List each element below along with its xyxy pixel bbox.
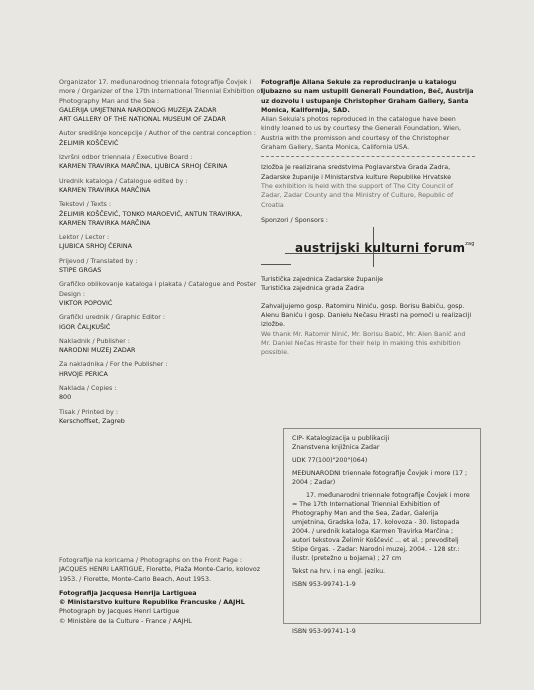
dashed-divider bbox=[261, 156, 475, 157]
support-en: The exhibition is held with the support of The City Council of Zadar, Zadar County and the Ministry of Culture, Republic of Croatia bbox=[261, 182, 454, 209]
credit-block bbox=[59, 233, 264, 252]
cover-photo-credit bbox=[59, 556, 269, 626]
credit-role-value: 800 bbox=[59, 394, 72, 402]
credit-role-value: HRVOJE PERICA bbox=[59, 370, 108, 378]
cip-record-box bbox=[283, 428, 481, 624]
credit-value: JACQUES HENRI LARTIGUE, Florette, Plaža Monte-Carlo, kolovoz 1953. / Florette, Monte-Carlo Beach, Aout 1953. bbox=[59, 566, 261, 583]
credit-role-value: ART GALLERY OF THE NATIONAL MUSEUM OF ZADAR bbox=[59, 116, 226, 124]
left-column bbox=[59, 78, 264, 431]
credit-role-value: STIPE GRGAS bbox=[59, 267, 102, 275]
credit-role-label: Grafičko oblikovanje kataloga i plakata / Catalogue and Poster Design : bbox=[59, 281, 257, 298]
cip-isbn: ISBN 953-99741-1-9 bbox=[292, 581, 356, 588]
credit-role-value: IGOR ČALJKUŠIĆ bbox=[59, 323, 111, 331]
credit-role-label: Izvršni odbor triennala / Executive Board : bbox=[59, 154, 193, 162]
credit-role-value: LJUBICA SRHOJ ĆERINA bbox=[59, 243, 132, 251]
credit-block bbox=[59, 280, 264, 308]
credit-plain-1: Photograph by Jacques Henri Lartigue bbox=[59, 608, 180, 616]
credit-label: Fotografije na koricama / Photographs on the Front Page : bbox=[59, 557, 243, 564]
credit-role-label: Tisak / Printed by : bbox=[59, 408, 118, 416]
credit-role-value: VIKTOR POPOVIĆ bbox=[59, 299, 113, 307]
credit-role-value: NARODNI MUZEJ ZADAR bbox=[59, 347, 136, 355]
credit-role-label: Naklada / Copies : bbox=[59, 385, 117, 393]
credit-role-label: Autor središnje koncepcije / Author of the central conception : bbox=[59, 130, 256, 138]
credit-bold-1: Fotografija Jacquesa Henrija Lartiguea bbox=[59, 589, 197, 597]
cip-udk: UDK 77(100)"200"(064) bbox=[292, 457, 368, 464]
credit-block bbox=[59, 408, 264, 427]
credit-role-label: Tekstovi / Texts : bbox=[59, 201, 112, 209]
sekula-en: Allan Sekula's photos reproduced in the catalogue have been kindly loaned to us by courtesy the Generali Foundation, Wien, Austria with the promisson and courtesy of the Christopher Graham Gallery, Santa Monica, California USA. bbox=[261, 116, 461, 152]
cip-lang: Tekst na hrv. i na engl. jeziku. bbox=[292, 568, 386, 575]
cip-body: 17. međunarodni triennale fotografije Čovjek i more = The 17th International Triennial Exhibition of Photography Man and the Sea, Zadar, Galerija umjetnina, Gradska loža, 17. kolovoza - 30. listopada 2004. / urednik kataloga Karmen Travirka Marčina ; autori tekstova Želimir Koščević ... et al. ; prevoditelj Stipe Grgas. - Zadar: Narodni muzej, 2004. - 128 str.: ilustr. (pretežno u bojama) ; 27 cm bbox=[292, 492, 470, 562]
credit-role-label: Za nakladnika / For the Publisher : bbox=[59, 361, 168, 369]
credit-block bbox=[59, 153, 264, 172]
credit-block bbox=[59, 337, 264, 356]
credit-block bbox=[59, 129, 264, 148]
credit-role-label: Prijevod / Translated by : bbox=[59, 257, 138, 265]
credit-role-value: KARMEN TRAVIRKA MARČINA bbox=[59, 219, 151, 227]
credit-role-label: Grafički urednik / Graphic Editor : bbox=[59, 314, 166, 322]
sekula-hr: Fotografije Allana Sekule za reproduciranje u katalogu ljubazno su nam ustupili Generali Foundation, Beč, Austrija uz dozvolu i ustupanje Christopher Graham Gallery, Santa Monica, Kalifornija, SAD. bbox=[261, 79, 474, 114]
cip-title: MEĐUNARODNI triennale fotografije Čovjek i more (17 ; 2004 ; Zadar) bbox=[292, 470, 468, 486]
credit-role-value: ŽELIMIR KOŠČEVIĆ, TONKO MAROEVIĆ, ANTUN TRAVIRKA, bbox=[59, 210, 243, 218]
sponsor-logo bbox=[261, 227, 475, 269]
cip-line-2: Znanstvena knjižnica Zadar bbox=[292, 444, 380, 451]
credit-block bbox=[59, 360, 264, 379]
credit-block bbox=[59, 313, 264, 332]
support-hr: Izložba je realizirana sredstvima Poglavarstva Grada Zadra, Zadarske županije i Ministarstva kulture Republike Hrvatske bbox=[261, 164, 452, 181]
tourism-2: Turistička zajednica grada Zadra bbox=[261, 285, 365, 293]
credit-role-value: ŽELIMIR KOŠČEVIĆ bbox=[59, 139, 119, 147]
thanks-hr: Zahvaljujemo gosp. Ratomiru Niniću, gosp. Borisu Babiću, gosp. Alenu Baniću i gosp. Danielu Nečasu Hrasti na pomoći u realizaciji izložbe. bbox=[261, 302, 472, 329]
credit-role-value: GALERIJA UMJETNINA NARODNOG MUZEJA ZADAR bbox=[59, 106, 217, 114]
logo-text: austrijski kulturni forum$^{zag}$ bbox=[295, 241, 475, 256]
thanks-en: We thank Mr. Ratomir Ninić, Mr. Borisu Babić, Mr. Alen Banić and Mr. Daniel Nečas Hraste for their help in making this exhibition possible. bbox=[261, 330, 466, 357]
credit-block bbox=[59, 78, 264, 124]
credit-block bbox=[59, 200, 264, 228]
credit-role-label: Lektor / Lector : bbox=[59, 234, 110, 242]
credit-role-label: Nakladnik / Publisher : bbox=[59, 337, 130, 345]
credit-role-value: Kerschoffset, Zagreb bbox=[59, 417, 125, 425]
cip-line-1: CIP- Katalogizacija u publikaciji bbox=[292, 435, 390, 442]
logo-tick-line bbox=[261, 264, 291, 265]
isbn-outside: ISBN 953-99741-1-9 bbox=[292, 628, 356, 635]
credit-role-label: Organizator 17. međunarodnog triennala fotografije Čovjek i more / Organizer of the 17th International Triennial Exhibition of Photography Man and the Sea : bbox=[59, 79, 263, 105]
credit-block bbox=[59, 384, 264, 403]
credit-role-label: Urednik kataloga / Catalogue edited by : bbox=[59, 177, 188, 185]
right-column bbox=[261, 78, 475, 358]
credit-role-value: KARMEN TRAVIRKA MARČINA, LJUBICA SRHOJ ĆERINA bbox=[59, 163, 228, 171]
sponsors-label: Sponzori / Sponsors : bbox=[261, 216, 328, 224]
credit-role-value: KARMEN TRAVIRKA MARČINA bbox=[59, 186, 151, 194]
tourism-1: Turistička zajednica Zadarske županije bbox=[261, 276, 384, 284]
credit-block bbox=[59, 257, 264, 276]
credit-bold-2: © Ministarstvo kulture Republike Francuske / AAJHL bbox=[59, 599, 245, 607]
credit-plain-2: © Ministère de la Culture - France / AAJHL bbox=[59, 617, 192, 625]
credit-block bbox=[59, 177, 264, 196]
